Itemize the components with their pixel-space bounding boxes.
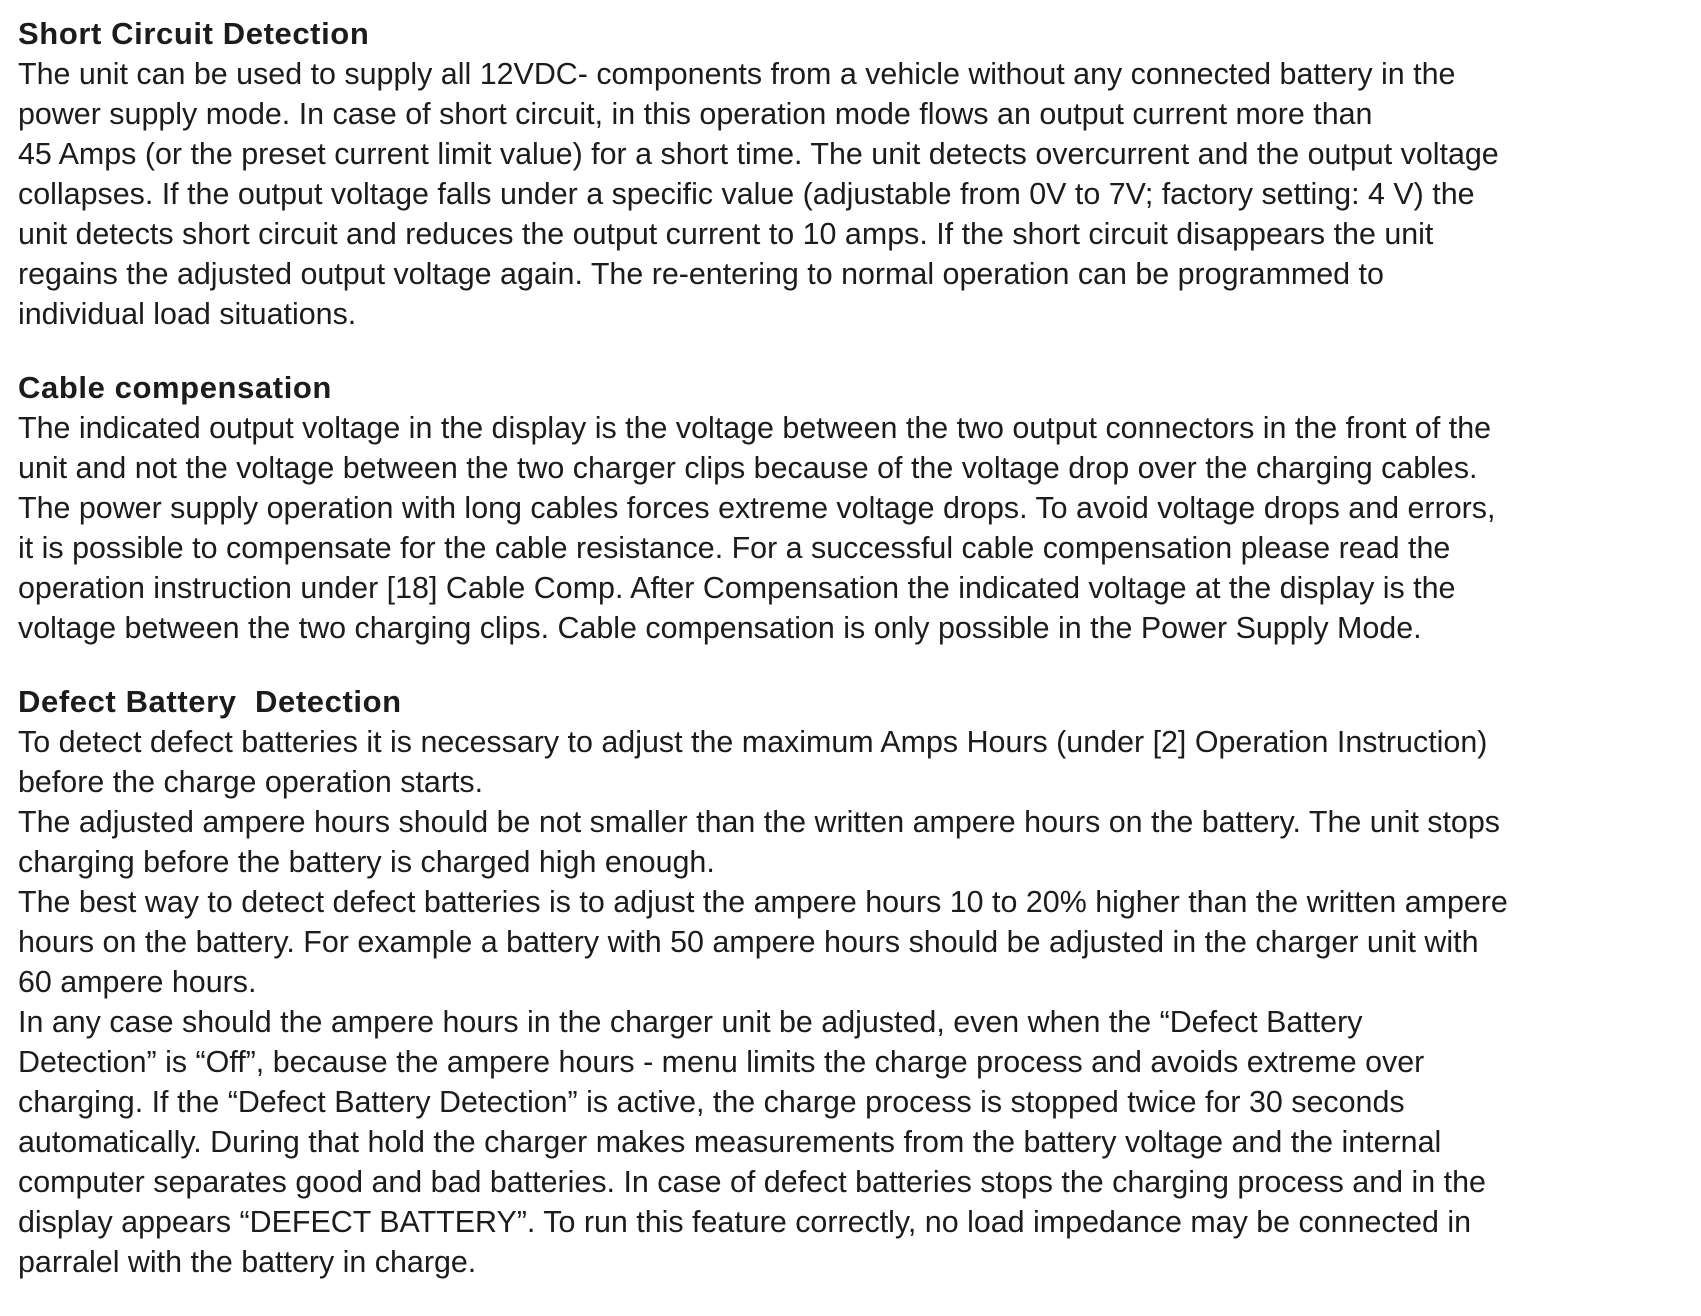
text-line: The best way to detect defect batteries is to adjust the ampere hours 10 to 20% higher than the written ampere [18,885,1508,919]
text-line: collapses. If the output voltage falls under a specific value (adjustable from 0V to 7V; factory setting: 4 V) the [18,177,1475,211]
text-line: The unit can be used to supply all 12VDC- components from a vehicle without any connected battery in the [18,57,1456,91]
text-line: display appears “DEFECT BATTERY”. To run this feature correctly, no load impedance may be connected in [18,1205,1472,1239]
text-line: The power supply operation with long cables forces extreme voltage drops. To avoid voltage drops and errors, [18,491,1496,525]
section-heading: Short Circuit Detection [18,16,370,51]
text-line: automatically. During that hold the charger makes measurements from the battery voltage and the internal [18,1125,1442,1159]
text-line: individual load situations. [18,297,357,331]
document-page [18,14,1686,1316]
text-line: The adjusted ampere hours should be not smaller than the written ampere hours on the battery. The unit stops [18,805,1500,839]
text-line: charging. If the “Defect Battery Detection” is active, the charge process is stopped twice for 30 seconds [18,1085,1405,1119]
text-line: unit and not the voltage between the two charger clips because of the voltage drop over the charging cables. [18,451,1478,485]
section-short-circuit-detection [18,14,1686,334]
section-heading: Cable compensation [18,370,332,405]
text-line: parralel with the battery in charge. [18,1245,477,1279]
text-line: power supply mode. In case of short circuit, in this operation mode flows an output current more than [18,97,1373,131]
text-line: computer separates good and bad batteries. In case of defect batteries stops the charging process and in the [18,1165,1486,1199]
section-body [18,408,1686,648]
text-line: unit detects short circuit and reduces the output current to 10 amps. If the short circuit disappears the unit [18,217,1434,251]
text-line: before the charge operation starts. [18,765,484,799]
section-body [18,54,1686,334]
text-line: charging before the battery is charged high enough. [18,845,715,879]
text-line: In any case should the ampere hours in the charger unit be adjusted, even when the “Defect Battery [18,1005,1363,1039]
text-line: The indicated output voltage in the display is the voltage between the two output connectors in the front of the [18,411,1492,445]
text-line: To detect defect batteries it is necessary to adjust the maximum Amps Hours (under [2] Operation Instruction) [18,725,1488,759]
text-line: hours on the battery. For example a battery with 50 ampere hours should be adjusted in the charger unit with [18,925,1479,959]
text-line: it is possible to compensate for the cable resistance. For a successful cable compensation please read the [18,531,1451,565]
text-line: Detection” is “Off”, because the ampere hours - menu limits the charge process and avoids extreme over [18,1045,1425,1079]
text-line: 45 Amps (or the preset current limit value) for a short time. The unit detects overcurrent and the output voltage [18,137,1499,171]
section-body [18,722,1686,1282]
section-defect-battery-detection [18,682,1686,1282]
section-heading: Defect Battery Detection [18,684,402,719]
text-line: operation instruction under [18] Cable Comp. After Compensation the indicated voltage at the display is the [18,571,1456,605]
section-cable-compensation [18,368,1686,648]
text-line: 60 ampere hours. [18,965,257,999]
text-line: regains the adjusted output voltage again. The re-entering to normal operation can be programmed to [18,257,1384,291]
text-line: voltage between the two charging clips. Cable compensation is only possible in the Power Supply Mode. [18,611,1422,645]
